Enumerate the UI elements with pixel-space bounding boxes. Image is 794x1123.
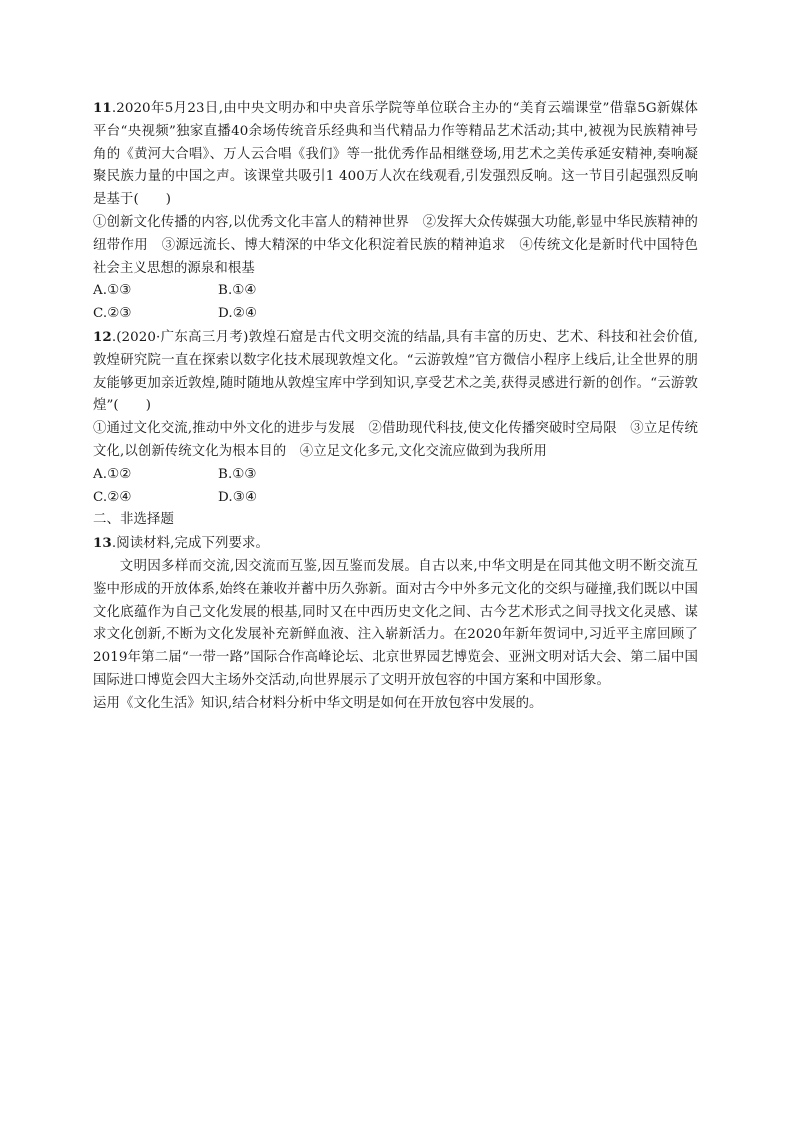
option-b: B.①④ bbox=[218, 283, 257, 299]
question-11-text: .2020年5月23日,由中央文明办和中央音乐学院等单位联合主办的“美育云端课堂”借靠5G新媒体平台“央视频”独家直播40余场传统音乐经典和当代精品力作等精品艺术活动;其中,被视为民族精神号角的《黄河大合唱》、万人云合唱《我们》等一批优秀作品相继登场,用艺术之美传承延安精神,奏响凝聚民族力量的中国之声。该课堂共吸引1 400万人次在线观看,引发强烈反响。这一节目引起强烈反响是基于( ) bbox=[93, 101, 698, 208]
document-body bbox=[93, 97, 698, 716]
question-12-options-row-1 bbox=[93, 464, 698, 487]
question-13-material: 文明因多样而交流,因交流而互鉴,因互鉴而发展。自古以来,中华文明是在同其他文明不断交流互鉴中形成的开放体系,始终在兼收并蓄中历久弥新。面对古今中外多元文化的交织与碰撞,我们既以中国文化底蕴作为自己文化发展的根基,同时又在中西历史文化之间、古今艺术形式之间寻找文化灵感、谋求文化创新,不断为文化发展补充新鲜血液、注入崭新活力。在2020年新年贺词中,习近平主席回顾了2019年第二届“一带一路”国际合作高峰论坛、北京世界园艺博览会、亚洲文明对话大会、第二届中国国际进口博览会四大主场外交活动,向世界展示了文明开放包容的中国方案和中国形象。 bbox=[93, 558, 698, 688]
option-c: C.②③ bbox=[93, 306, 132, 322]
question-11-number: 11 bbox=[93, 100, 112, 116]
option-b: B.①③ bbox=[218, 466, 257, 482]
question-11-options-row-1 bbox=[93, 280, 698, 303]
question-11-statements: ①创新文化传播的内容,以优秀文化丰富人的精神世界 ②发挥大众传媒强大功能,彰显中华民族精神的纽带作用 ③源远流长、博大精深的中华文化积淀着民族的精神追求 ④传统文化是新时代中国特色社会主义思想的源泉和根基 bbox=[93, 214, 698, 276]
question-13-task: 运用《文化生活》知识,结合材料分析中华文明是如何在开放包容中发展的。 bbox=[93, 695, 543, 711]
option-a: A.①② bbox=[93, 466, 132, 482]
option-d: D.②④ bbox=[218, 306, 257, 322]
option-c: C.②④ bbox=[93, 489, 132, 505]
question-13-number: 13 bbox=[93, 535, 112, 552]
question-11 bbox=[93, 97, 698, 326]
question-11-options-row-2 bbox=[93, 303, 698, 326]
question-12-number: 12 bbox=[93, 328, 112, 345]
question-12-stem bbox=[93, 326, 698, 418]
option-d: D.③④ bbox=[218, 489, 257, 505]
question-11-stem bbox=[93, 97, 698, 212]
question-12-statements: ①通过文化交流,推动中外文化的进步与发展 ②借助现代科技,使文化传播突破时空局限 ③立足传统文化,以创新传统文化为根本目的 ④立足文化多元,文化交流应做到为我所用 bbox=[93, 421, 698, 459]
question-12-options-row-2 bbox=[93, 487, 698, 510]
question-13-text: .阅读材料,完成下列要求。 bbox=[111, 536, 269, 552]
question-12 bbox=[93, 326, 698, 509]
question-13 bbox=[93, 532, 698, 715]
section-heading: 二、非选择题 bbox=[93, 512, 174, 528]
option-a: A.①③ bbox=[93, 283, 132, 299]
question-12-text: .(2020·广东高三月考)敦煌石窟是古代文明交流的结晶,具有丰富的历史、艺术、科技和社会价值,敦煌研究院一直在探索以数字化技术展现敦煌文化。“云游敦煌”官方微信小程序上线后,让全世界的朋友能够更加亲近敦煌,随时随地从敦煌宝库中学到知识,享受艺术之美,获得灵感进行新的创作。“云游敦煌”( ) bbox=[93, 329, 698, 414]
question-13-instruction bbox=[93, 532, 698, 556]
